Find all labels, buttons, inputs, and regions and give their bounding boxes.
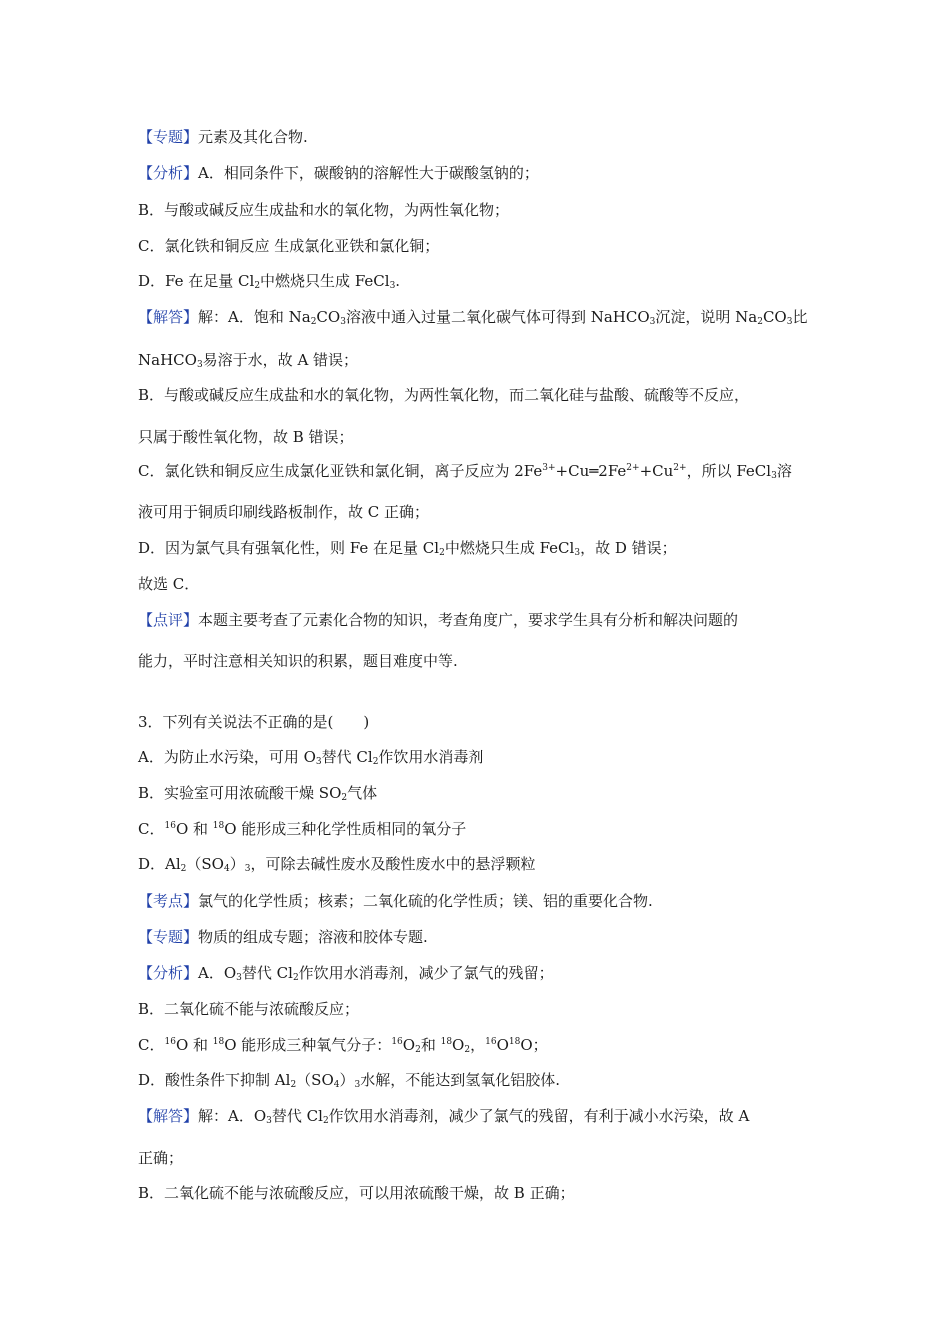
tag-dianping: 【点评】 <box>138 611 199 629</box>
q3-option-d: D．$Al_2(SO_4)_3$，可除去碱性废水及酸性废水中的悬浮颗粒 <box>138 855 536 874</box>
q2-fenxi-line: 【分析】A．相同条件下，碳酸钠的溶解性大于碳酸氢钠的； <box>138 164 539 182</box>
q2-fenxi-d: D．Fe 在足量 $Cl_2$中燃烧只生成 FeCl$_3$. <box>138 272 401 291</box>
q3-fenxi-d: D．酸性条件下抑制 $Al_2(SO_4)_3$水解，不能达到氢氧化铝胶体. <box>138 1071 561 1090</box>
q2-jieda-8: 故选 C． <box>138 575 200 593</box>
q2-jieda-7: D．因为氯气具有强氧化性，则 Fe 在足量 $Cl_2$中燃烧只生成 FeCl$_3$，故 D 错误； <box>138 539 677 558</box>
tag-fenxi: 【分析】 <box>138 164 199 182</box>
q2-jieda-3: B．与酸或碱反应生成盐和水的氧化物，为两性氧化物，而二氧化硅与盐酸、硫酸等不反应， <box>138 386 750 404</box>
tag-fenxi: 【分析】 <box>138 964 199 982</box>
q2-jieda-6: 液可用于铜质印刷线路板制作，故 C 正确； <box>138 503 430 521</box>
q2-jieda-2: NaHCO$_3$易溶于水，故 A 错误； <box>138 351 359 370</box>
q3-zhuanti-line: 【专题】物质的组成专题；溶液和胶体专题. <box>138 928 428 946</box>
q3-option-a: A．为防止水污染，可用 $O_3$替代 $Cl_2$作饮用水消毒剂 <box>138 748 484 767</box>
q2-jieda-5: C．氯化铁和铜反应生成氯化亚铁和氯化铜，离子反应为 $2Fe^{3+}+Cu═2Fe^{2+}+Cu^{2+}$，所以 FeCl$_3$溶 <box>138 462 792 481</box>
q2-fenxi-c: C．氯化铁和铜反应 生成氯化亚铁和氯化铜； <box>138 237 440 255</box>
q2-fenxi-b: B．与酸或碱反应生成盐和水的氧化物，为两性氧化物； <box>138 201 510 219</box>
tag-jieda: 【解答】 <box>138 1107 199 1125</box>
tag-kaodian: 【考点】 <box>138 892 199 910</box>
q2-dianping-2: 能力，平时注意相关知识的积累，题目难度中等. <box>138 652 458 670</box>
q3-jieda-line: 【解答】解：A．$O_3$替代 $Cl_2$作饮用水消毒剂，减少了氯气的残留，有利于减小水污染，故 A <box>138 1107 750 1126</box>
q3-fenxi-c: C．$^{16}$O 和 $^{18}$O 能形成三种氧气分子：$^{16}O_2$和 $^{18}O_2$，$^{16}O^{18}O$； <box>138 1036 548 1055</box>
q3-option-b: B．实验室可用浓硫酸干燥 $SO_2$气体 <box>138 784 378 803</box>
q2-dianping-line: 【点评】本题主要考查了元素化合物的知识，考查角度广，要求学生具有分析和解决问题的 <box>138 611 739 629</box>
q2-zhuanti-line: 【专题】元素及其化合物. <box>138 128 308 146</box>
tag-zhuanti: 【专题】 <box>138 128 199 146</box>
q3-kaodian-line: 【考点】氯气的化学性质；核素；二氧化硫的化学性质；镁、铝的重要化合物. <box>138 892 653 910</box>
q3-jieda-3: B．二氧化硫不能与浓硫酸反应，可以用浓硫酸干燥，故 B 正确； <box>138 1184 575 1202</box>
q3-stem: 3．下列有关说法不正确的是( ) <box>138 713 370 731</box>
tag-zhuanti: 【专题】 <box>138 928 199 946</box>
tag-jieda: 【解答】 <box>138 308 199 326</box>
q3-fenxi-line: 【分析】A．$O_3$替代 $Cl_2$作饮用水消毒剂，减少了氯气的残留； <box>138 964 554 983</box>
q3-fenxi-b: B．二氧化硫不能与浓硫酸反应； <box>138 1000 360 1018</box>
q2-jieda-4: 只属于酸性氧化物，故 B 错误； <box>138 428 354 446</box>
q3-jieda-2: 正确； <box>138 1149 184 1167</box>
q3-option-c: C．$^{16}$O 和 $^{18}$O 能形成三种化学性质相同的氧分子 <box>138 820 467 838</box>
q2-jieda-line: 【解答】解：A．饱和 $Na_2CO_3$溶液中通入过量二氧化碳气体可得到 NaHCO$_3$沉淀，说明 $Na_2CO_3$比 <box>138 308 808 327</box>
